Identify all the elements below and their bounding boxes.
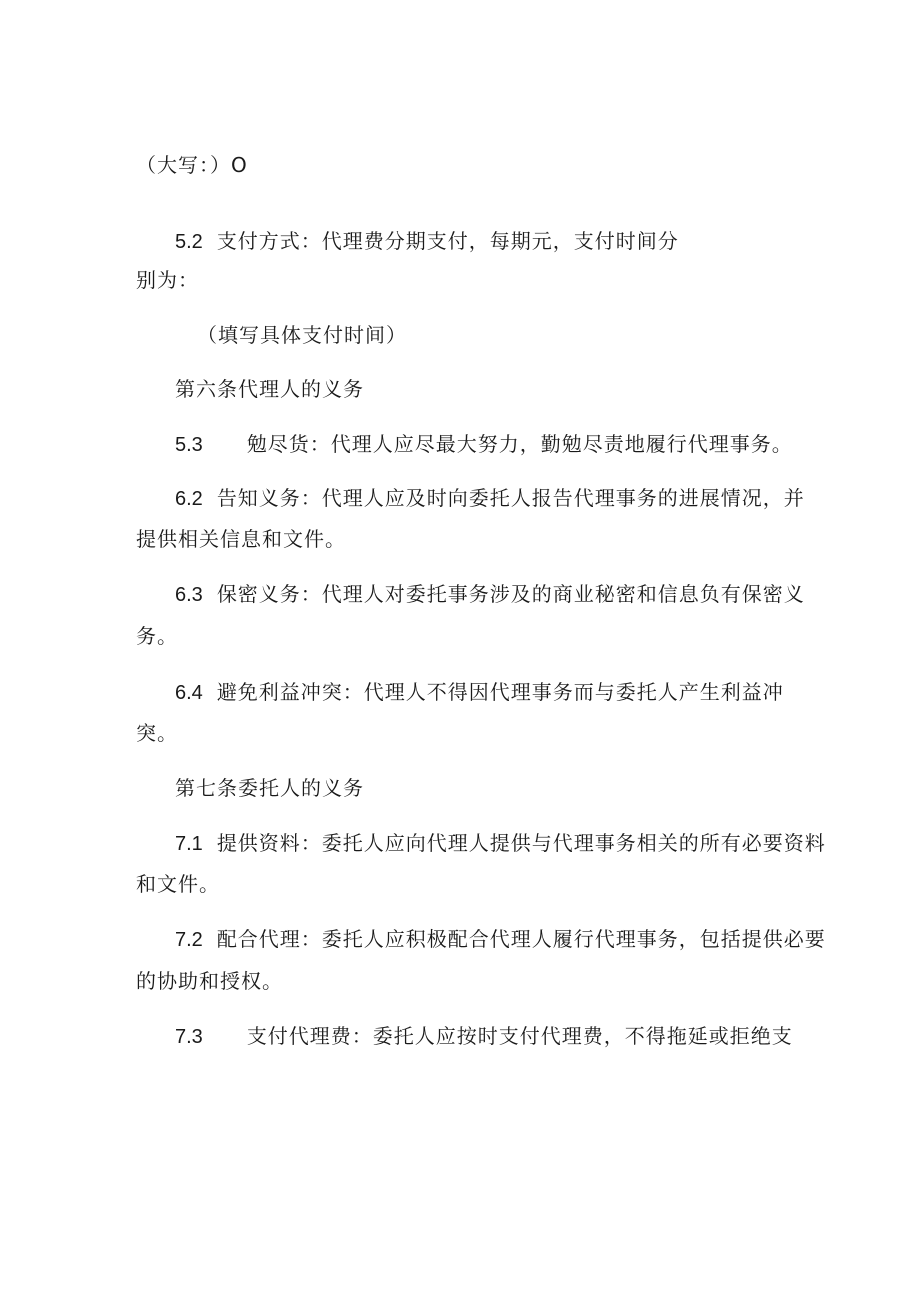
clause-text: 的协助和授权。 [136, 969, 283, 993]
clause-text: 勉尽货：代理人应尽最大努力，勤勉尽责地履行代理事务。 [246, 432, 793, 456]
clause-6-4-continued [136, 721, 178, 745]
clause-text: 支付代理费：委托人应按时支付代理费，不得拖延或拒绝支 [246, 1024, 793, 1048]
clause-5-2 [175, 229, 679, 254]
article-6-heading [175, 377, 364, 401]
clause-number: 7.1 [175, 833, 203, 855]
clause-number: 5.3 [175, 434, 203, 456]
clause-number: 6.2 [175, 488, 203, 510]
clause-5-3 [175, 432, 793, 457]
clause-text: 突。 [136, 721, 178, 745]
clause-text: 告知义务：代理人应及时向委托人报告代理事务的进展情况，并 [216, 486, 805, 510]
clause-7-2 [175, 927, 826, 952]
clause-7-1 [175, 831, 826, 856]
clause-7-3 [175, 1024, 793, 1049]
clause-5-2-continued [136, 268, 199, 292]
clause-7-2-continued [136, 969, 283, 993]
clause-text: 提供资料：委托人应向代理人提供与代理事务相关的所有必要资料 [216, 831, 826, 855]
clause-number: 6.3 [175, 584, 203, 606]
clause-text: 保密义务：代理人对委托事务涉及的商业秘密和信息负有保密义 [216, 582, 805, 606]
clause-text: 提供相关信息和文件。 [136, 527, 346, 551]
article-7-heading [175, 776, 364, 800]
clause-6-2 [175, 486, 805, 511]
clause-6-3-continued [136, 624, 178, 648]
clause-text: 和文件。 [136, 872, 220, 896]
clause-text: 避免利益冲突：代理人不得因代理事务而与委托人产生利益冲 [216, 680, 784, 704]
payment-time-note [197, 323, 407, 347]
clause-number: 6.4 [175, 682, 203, 704]
note-text: （填写具体支付时间） [197, 323, 407, 347]
heading-text: 第七条委托人的义务 [175, 776, 364, 800]
clause-number: 7.3 [175, 1026, 203, 1048]
heading-text: 第六条代理人的义务 [175, 377, 364, 401]
clause-number: 5.2 [175, 231, 203, 253]
clause-6-4 [175, 680, 784, 705]
amount-capital-line [136, 153, 248, 177]
clause-6-2-continued [136, 527, 346, 551]
clause-6-3 [175, 582, 805, 607]
clause-number: 7.2 [175, 929, 203, 951]
clause-text: 支付方式：代理费分期支付，每期元，支付时间分 [216, 229, 679, 253]
clause-text: 配合代理：委托人应积极配合代理人履行代理事务，包括提供必要 [216, 927, 826, 951]
clause-text: 别为： [136, 268, 199, 292]
clause-text: 务。 [136, 624, 178, 648]
amount-capital-text: （大写：）O [136, 153, 248, 177]
clause-7-1-continued [136, 872, 220, 896]
